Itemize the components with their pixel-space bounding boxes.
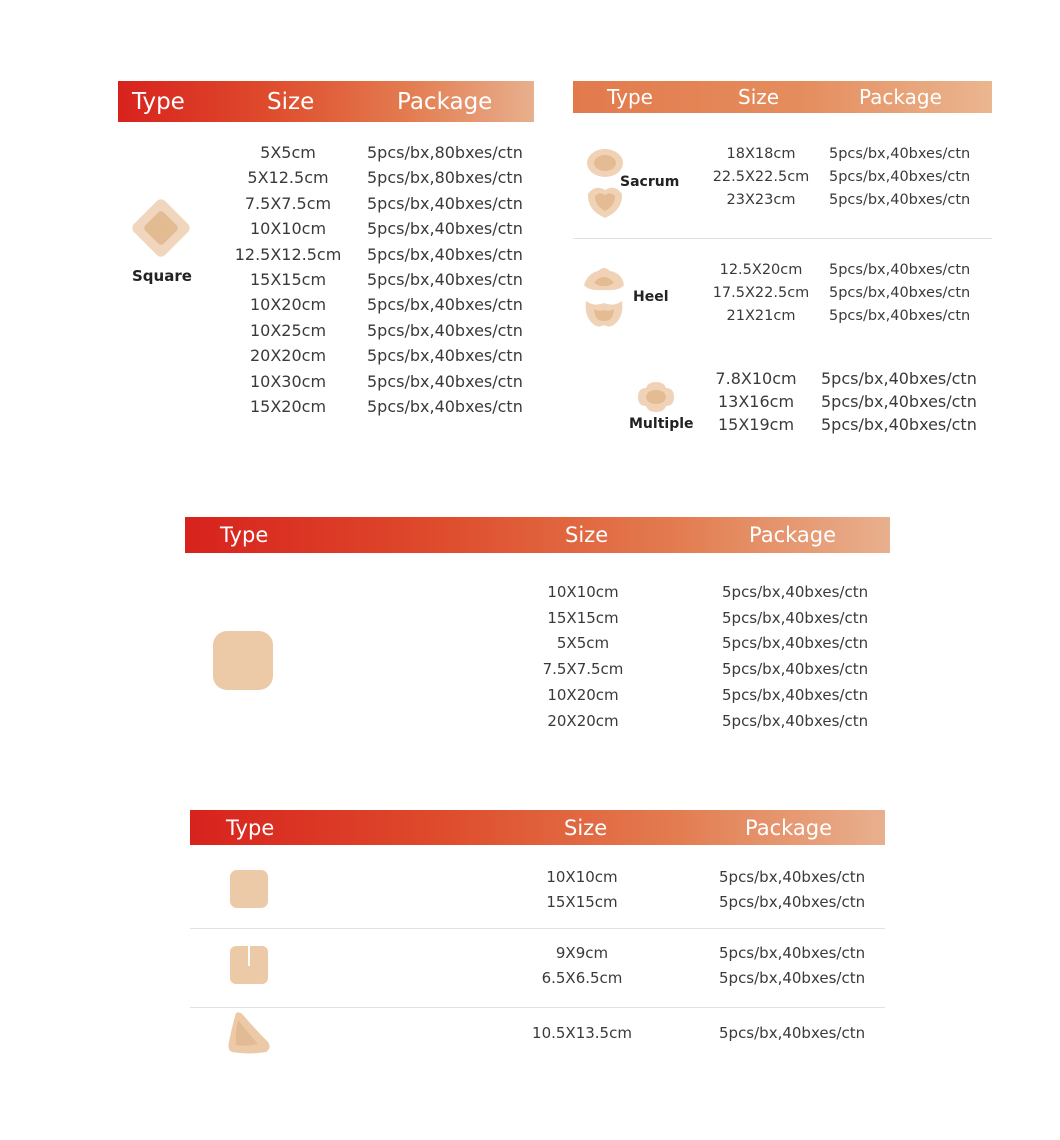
size-cell: 10X30cm [249,371,327,391]
package-cell: 5pcs/bx,40bxes/ctn [722,608,869,627]
package-cell: 5pcs/bx,40bxes/ctn [821,369,977,388]
size-cell: 17.5X22.5cm [712,285,810,301]
size-cell: 15X15cm [547,608,619,627]
size-cell: 18X18cm [726,146,796,162]
package-cell: 5pcs/bx,40bxes/ctn [719,1024,866,1042]
size-cell: 7.8X10cm [715,369,797,388]
size-cell: 15X20cm [249,397,327,416]
triangle-pad-icon [226,1010,272,1060]
package-cell: 5pcs/bx,40bxes/ctn [821,415,977,434]
package-cell: 5pcs/bx,40bxes/ctn [367,397,523,416]
size-cell: 12.5X12.5cm [234,244,342,264]
row-divider [190,928,885,929]
size-cell: 5X12.5cm [247,168,329,188]
size-cell: 7.5X7.5cm [542,660,624,679]
package-cell: 5pcs/bx,40bxes/ctn [367,371,523,391]
size-cell: 6.5X6.5cm [541,969,623,987]
header-package: Package [749,523,837,547]
header-type: Type [220,523,269,547]
small-square-pad-icon [230,870,268,908]
size-cell: 15X15cm [546,893,618,911]
size-cell: 23X23cm [726,192,796,208]
size-cell: 20X20cm [547,711,619,730]
size-cell: 5X5cm [556,634,610,653]
size-cell: 15X15cm [249,270,327,289]
size-cell: 10X20cm [249,295,327,315]
size-cell: 10X25cm [249,320,327,340]
package-cell: 5pcs/bx,80bxes/ctn [367,168,523,188]
package-cell: 5pcs/bx,80bxes/ctn [367,143,523,162]
size-cell: 10X10cm [547,583,619,601]
package-cell: 5pcs/bx,40bxes/ctn [722,634,869,653]
size-cell: 9X9cm [555,944,609,962]
header-package: Package [859,85,942,109]
type-label-square: Square [132,267,192,285]
rounded-square-pad-icon [213,631,273,690]
package-cell: 5pcs/bx,40bxes/ctn [719,868,866,886]
size-cell: 10.5X13.5cm [532,1024,632,1042]
type-label-multiple: Multiple [629,416,694,432]
multiple-pad-icon [636,380,676,418]
package-cell: 5pcs/bx,40bxes/ctn [829,262,971,278]
row-divider [573,238,992,239]
table-header [118,81,534,122]
package-cell: 5pcs/bx,40bxes/ctn [367,244,523,264]
square-pad-icon [130,197,192,259]
package-cell: 5pcs/bx,40bxes/ctn [367,295,523,315]
size-cell: 20X20cm [249,346,327,366]
package-cell: 5pcs/bx,40bxes/ctn [719,944,866,962]
heel-pad-icon [580,263,628,337]
row-divider [190,1007,885,1008]
package-cell: 5pcs/bx,40bxes/ctn [722,685,869,704]
type-label-sacrum: Sacrum [620,174,680,190]
package-cell: 5pcs/bx,40bxes/ctn [829,169,971,185]
size-cell: 21X21cm [726,308,796,324]
table-header [190,810,885,845]
size-cell: 7.5X7.5cm [244,193,332,213]
package-cell: 5pcs/bx,40bxes/ctn [719,893,866,911]
package-cell: 5pcs/bx,40bxes/ctn [719,969,866,987]
package-cell: 5pcs/bx,40bxes/ctn [722,583,869,601]
size-cell: 10X10cm [249,219,327,239]
package-cell: 5pcs/bx,40bxes/ctn [367,193,523,213]
package-cell: 5pcs/bx,40bxes/ctn [367,270,523,289]
package-cell: 5pcs/bx,40bxes/ctn [367,320,523,340]
table-header [185,517,890,553]
header-size: Size [564,815,608,840]
package-cell: 5pcs/bx,40bxes/ctn [829,192,971,208]
size-cell: 15X19cm [717,415,795,434]
header-type: Type [226,815,275,840]
package-cell: 5pcs/bx,40bxes/ctn [821,392,977,411]
package-cell: 5pcs/bx,40bxes/ctn [367,346,523,366]
package-cell: 5pcs/bx,40bxes/ctn [829,146,971,162]
slit-pad-icon [230,946,268,984]
package-cell: 5pcs/bx,40bxes/ctn [829,285,971,301]
size-cell: 5X5cm [260,143,316,162]
size-cell: 12.5X20cm [719,262,803,278]
header-size: Size [738,85,780,109]
package-cell: 5pcs/bx,40bxes/ctn [722,711,869,730]
size-cell: 13X16cm [717,392,795,411]
size-cell: 10X10cm [546,868,618,886]
package-cell: 5pcs/bx,40bxes/ctn [722,660,869,679]
header-package: Package [745,815,833,840]
header-type: Type [132,88,185,115]
size-cell: 10X20cm [547,685,619,704]
size-cell: 22.5X22.5cm [712,169,810,185]
package-cell: 5pcs/bx,40bxes/ctn [367,219,523,239]
sacrum-pad-icon [585,148,625,224]
header-size: Size [267,88,315,115]
header-type: Type [607,85,653,109]
type-label-heel: Heel [633,289,669,305]
table-header [573,81,992,113]
package-cell: 5pcs/bx,40bxes/ctn [829,308,971,324]
header-size: Size [565,523,609,547]
header-package: Package [397,88,493,115]
